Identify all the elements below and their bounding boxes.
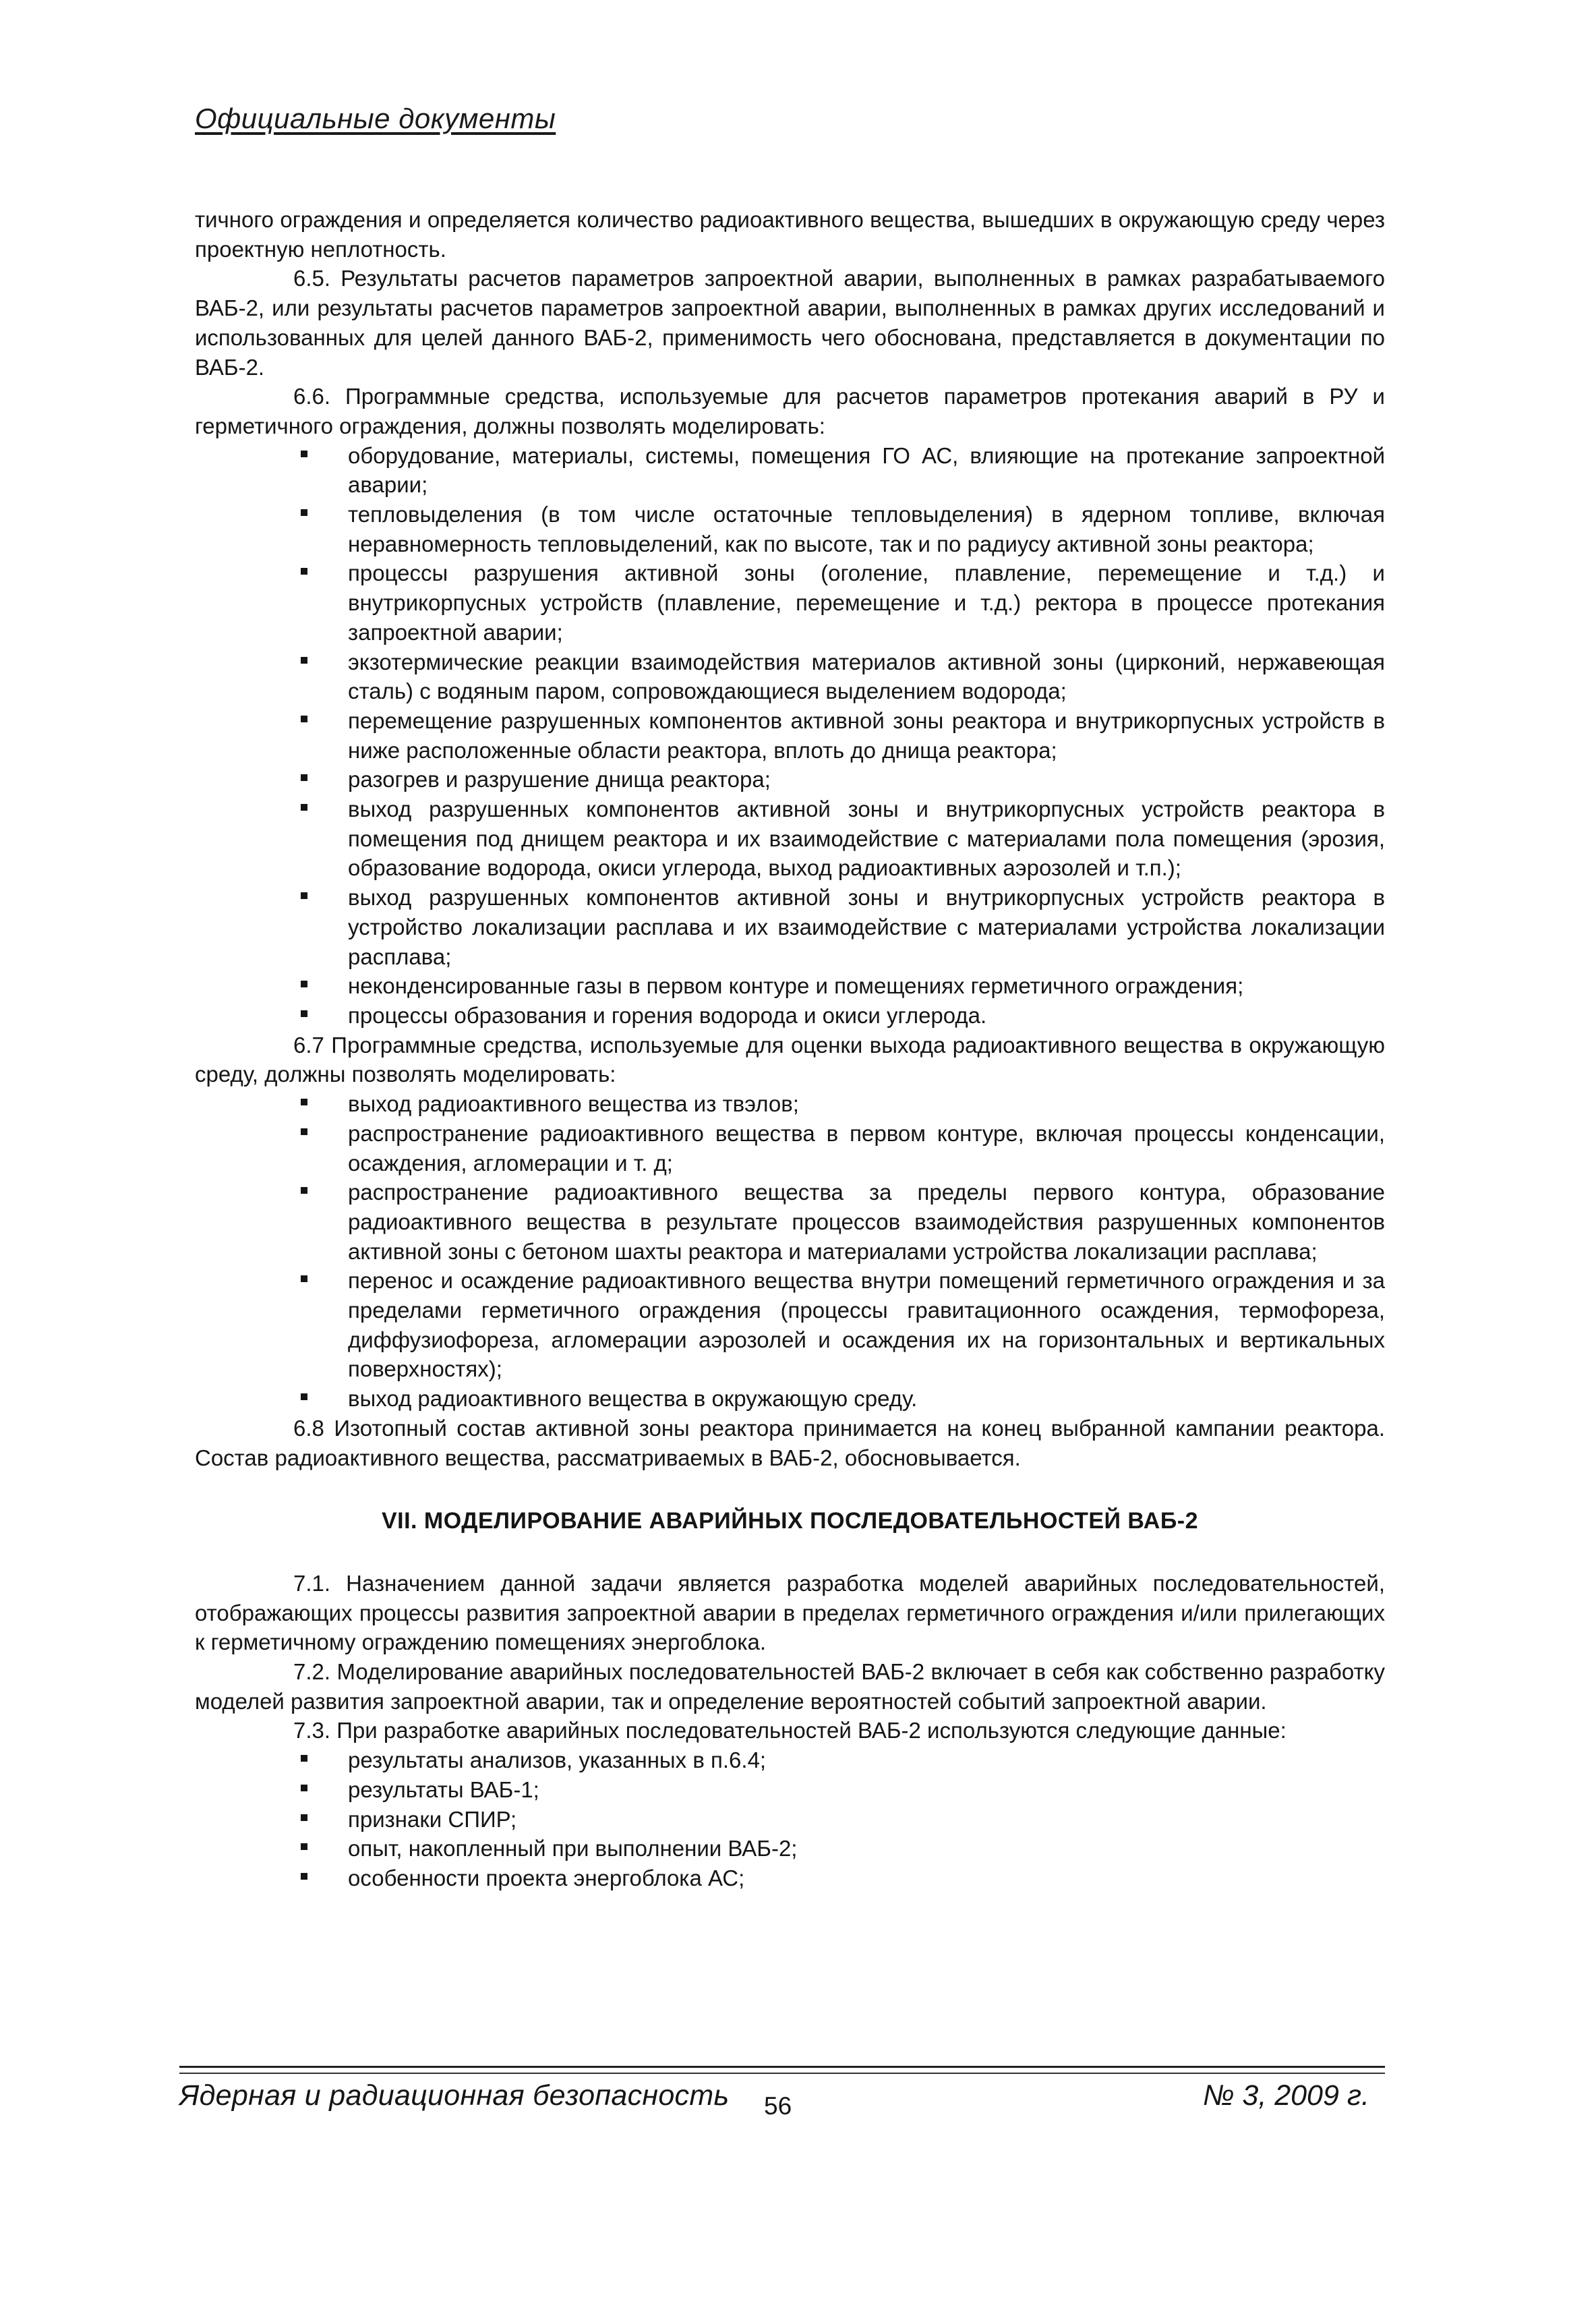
list-item [348, 1745, 1385, 1775]
list-item [348, 1089, 1385, 1119]
list-item [348, 500, 1385, 558]
bullet-marker [301, 509, 307, 516]
list-item [348, 1266, 1385, 1384]
list-item [348, 1834, 1385, 1863]
list-item [348, 706, 1385, 765]
list-item-text: процессы разрушения активной зоны (оголение, плавление, перемещение и т.д.) и внутрикорпусных устройств (плавление, перемещение и т.д.) ректора в процессе протекания запроектной аварии; [348, 560, 1385, 645]
list-item [348, 765, 1385, 794]
bullet-marker [301, 774, 307, 781]
list-item-text: выход радиоактивного вещества из твэлов; [348, 1091, 799, 1117]
list-item-text: опыт, накопленный при выполнении ВАБ-2; [348, 1836, 798, 1861]
paragraph: 6.6. Программные средства, используемые для расчетов параметров протекания аварий в РУ и герметичного ограждения, должны позволять моделировать: [195, 384, 1385, 438]
list-item-text: процессы образования и горения водорода и окиси углерода. [348, 1002, 987, 1028]
document-body [195, 205, 1385, 1893]
bullet-marker [301, 568, 307, 575]
bullet-list [195, 1089, 1385, 1414]
paragraph: 7.1. Назначением данной задачи является разработка моделей аварийных последовательностей, отображающих процессы развития запроектной аварии в пределах герметичного ограждения и/или прилегающих к герметичному ограждению помещениях энергоблока. [195, 1570, 1385, 1655]
list-item [348, 1178, 1385, 1266]
list-item-text: результаты ВАБ-1; [348, 1776, 539, 1802]
list-item [348, 1001, 1385, 1031]
list-item-text: результаты анализов, указанных в п.6.4; [348, 1747, 767, 1773]
bullet-marker [301, 451, 307, 457]
bullet-marker [301, 1814, 307, 1821]
list-item-text: разогрев и разрушение днища реактора; [348, 767, 771, 792]
bullet-marker [301, 1275, 307, 1282]
footer-issue: № 3, 2009 г. [1202, 2079, 1369, 2112]
bullet-marker [301, 804, 307, 811]
list-item [348, 794, 1385, 883]
list-item-text: экзотермические реакции взаимодействия материалов активной зоны (цирконий, нержавеющая сталь) с водяным паром, сопровождающиеся выделением водорода; [348, 649, 1385, 704]
bullet-marker [301, 1128, 307, 1135]
footer-journal-title: Ядерная и радиационная безопасность [179, 2079, 730, 2112]
paragraph: 7.2. Моделирование аварийных последовательностей ВАБ-2 включает в себя как собственно разработку моделей развития запроектной аварии, так и определение вероятностей событий запроектной аварии. [195, 1659, 1385, 1714]
list-item-text: распространение радиоактивного вещества в первом контуре, включая процессы конденсации, осаждения, агломерации и т. д; [348, 1120, 1385, 1176]
list-item [348, 441, 1385, 500]
list-item [348, 1805, 1385, 1834]
list-item [348, 1384, 1385, 1414]
bullet-marker [301, 1099, 307, 1105]
bullet-marker [301, 892, 307, 899]
bullet-marker [301, 716, 307, 722]
list-item-text: оборудование, материалы, системы, помещения ГО АС, влияющие на протекание запроектной аварии; [348, 442, 1385, 498]
page-number: 56 [764, 2092, 792, 2120]
list-item [348, 883, 1385, 971]
bullet-list [195, 441, 1385, 1031]
bullet-marker [301, 1873, 307, 1880]
footer-divider-thin [179, 2073, 1385, 2074]
bullet-marker [301, 1843, 307, 1850]
paragraph: тичного ограждения и определяется количество радиоактивного вещества, вышедших в окружающую среду через проектную неплотность. [195, 207, 1385, 262]
footer-divider [179, 2066, 1385, 2068]
list-item [348, 971, 1385, 1001]
bullet-marker [301, 1755, 307, 1762]
list-item-text: перемещение разрушенных компонентов активной зоны реактора и внутрикорпусных устройств в ниже расположенные области реактора, вплоть до днища реактора; [348, 707, 1385, 763]
bullet-marker [301, 1393, 307, 1400]
bullet-marker [301, 981, 307, 987]
paragraph: 6.7 Программные средства, используемые для оценки выхода радиоактивного вещества в окружающую среду, должны позволять моделировать: [195, 1032, 1385, 1087]
list-item-text: выход разрушенных компонентов активной зоны и внутрикорпусных устройств реактора в устройство локализации расплава и их взаимодействие с материалами устройства локализации расплава; [348, 885, 1385, 969]
list-item [348, 558, 1385, 647]
bullet-marker [301, 1785, 307, 1791]
list-item-text: неконденсированные газы в первом контуре и помещениях герметичного ограждения; [348, 973, 1244, 999]
list-item-text: выход разрушенных компонентов активной зоны и внутрикорпусных устройств реактора в помещения под днищем реактора и их взаимодействие с материалами пола помещения (эрозия, образование водорода, окиси углерода, выход радиоактивных аэрозолей и т.п.); [348, 797, 1385, 881]
list-item-text: особенности проекта энергоблока АС; [348, 1865, 745, 1890]
list-item-text: распространение радиоактивного вещества за пределы первого контура, образование радиоактивного вещества в результате процессов взаимодействия разрушенных компонентов активной зоны с бетоном шахты реактора и материалами устройства локализации расплава; [348, 1180, 1385, 1264]
bullet-list [195, 1745, 1385, 1893]
section-heading: VII. МОДЕЛИРОВАНИЕ АВАРИЙНЫХ ПОСЛЕДОВАТЕЛЬНОСТЕЙ ВАБ-2 [381, 1508, 1199, 1534]
bullet-marker [301, 657, 307, 664]
bullet-marker [301, 1010, 307, 1017]
running-header: Официальные документы [195, 103, 556, 134]
list-item [348, 1863, 1385, 1893]
list-item-text: тепловыделения (в том числе остаточные тепловыделения) в ядерном топливе, включая неравномерность тепловыделений, как по высоте, так и по радиусу активной зоны реактора; [348, 502, 1385, 556]
paragraph: 6.5. Результаты расчетов параметров запроектной аварии, выполненных в рамках разрабатываемого ВАБ-2, или результаты расчетов параметров запроектной аварии, выполненных в рамках других исследований и использованных для целей данного ВАБ-2, применимость чего обоснована, представляется в документации по ВАБ-2. [195, 266, 1385, 380]
list-item [348, 1119, 1385, 1178]
list-item-text: перенос и осаждение радиоактивного вещества внутри помещений герметичного ограждения и за пределами герметичного ограждения (процессы гравитационного осаждения, термофореза, диффузиофореза, агломерации аэрозолей и осаждения их на горизонтальных и вертикальных поверхностях); [348, 1268, 1385, 1382]
list-item [348, 647, 1385, 706]
bullet-marker [301, 1187, 307, 1194]
list-item-text: выход радиоактивного вещества в окружающую среду. [348, 1386, 918, 1412]
list-item [348, 1775, 1385, 1805]
paragraph: 6.8 Изотопный состав активной зоны реактора принимается на конец выбранной кампании реактора. Состав радиоактивного вещества, рассматриваемых в ВАБ-2, обосновывается. [195, 1415, 1385, 1470]
paragraph: 7.3. При разработке аварийных последовательностей ВАБ-2 используются следующие данные: [293, 1718, 1287, 1743]
list-item-text: признаки СПИР; [348, 1806, 517, 1832]
